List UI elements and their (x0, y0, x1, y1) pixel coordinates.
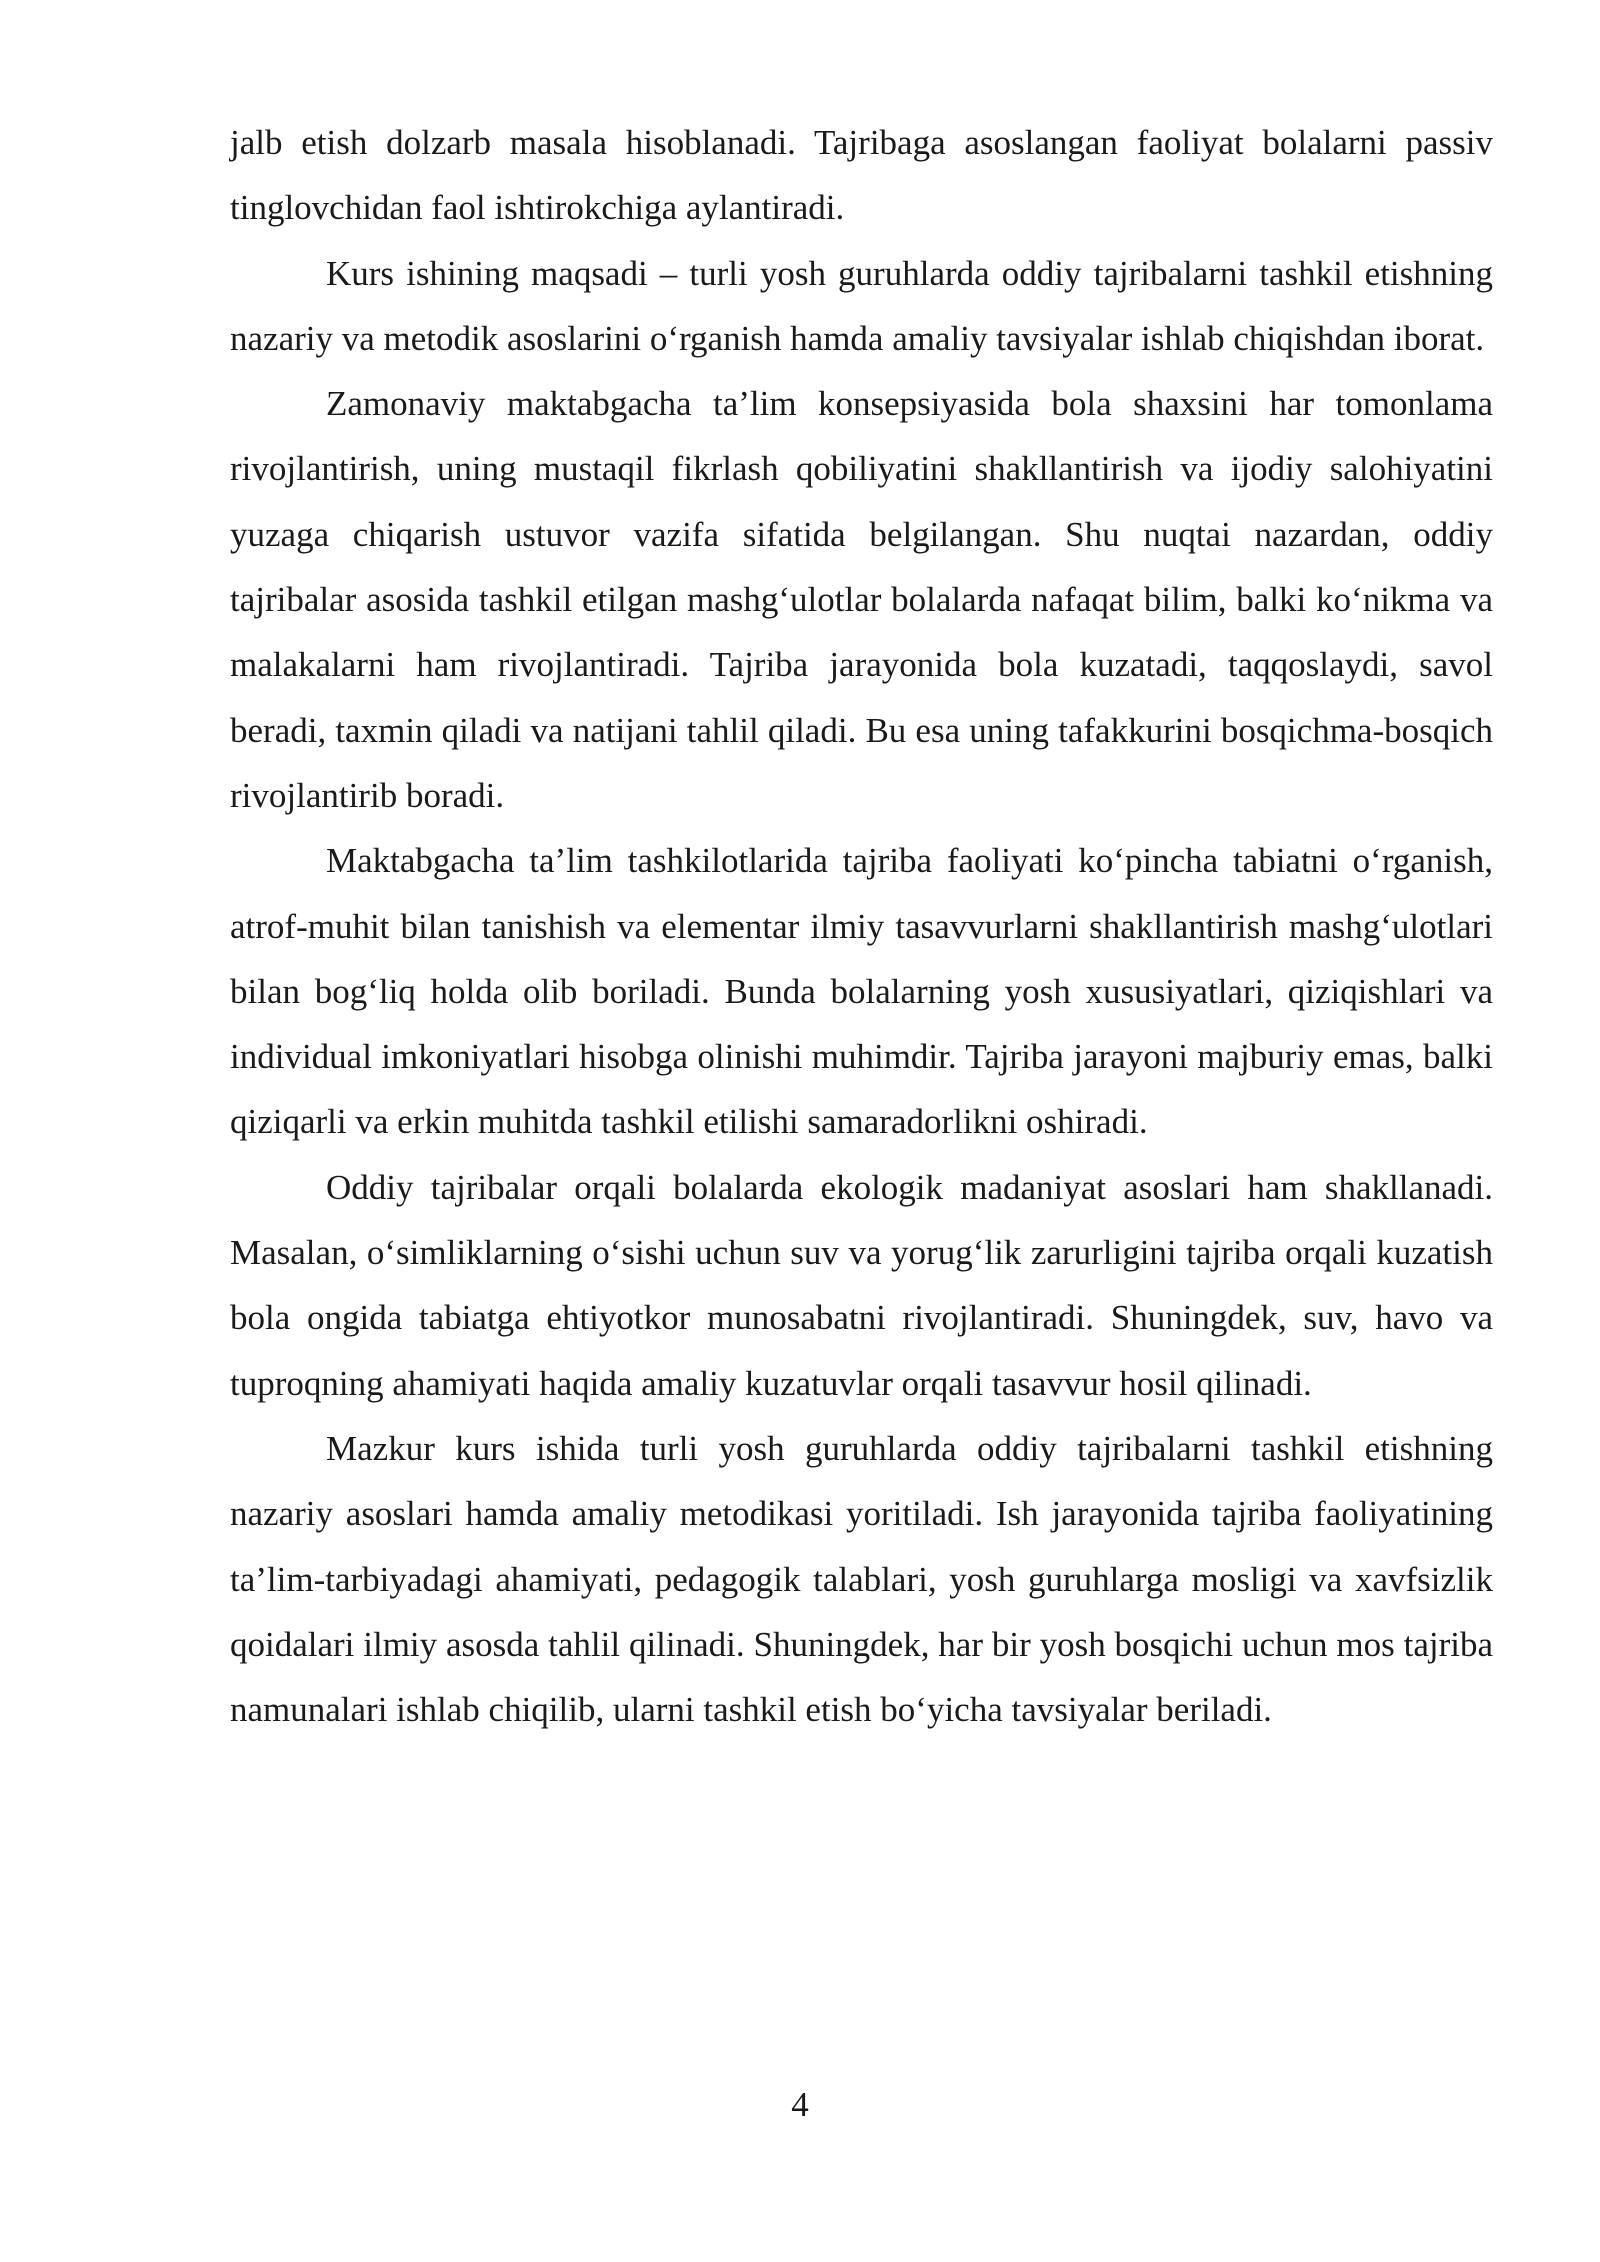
paragraph-modern-concept: Zamonaviy maktabgacha ta’lim konsepsiyasida bola shaxsini har tomonlama rivojlantirish, uning mustaqil fikrlash qobiliyatini shakllantirish va ijodiy salohiyatini yuzaga chiqarish ustuvor vazifa sifatida belgilangan. Shu nuqtai nazardan, oddiy tajribalar asosida tashkil etilgan mashg‘ulotlar bolalarda nafaqat bilim, balki ko‘nikma va malakalarni ham rivojlantiradi. Tajriba jarayonida bola kuzatadi, taqqoslaydi, savol beradi, taxmin qiladi va natijani tahlil qiladi. Bu esa uning tafakkurini bosqichma-bosqich rivojlantirib boradi. (230, 384, 1493, 815)
paragraph-course-overview: Mazkur kurs ishida turli yosh guruhlarda oddiy tajribalarni tashkil etishning nazariy asoslari hamda amaliy metodikasi yoritiladi. Ish jarayonida tajriba faoliyatining ta’lim-tarbiyadagi ahamiyati, pedagogik talablari, yosh guruhlarga mosligi va xavfsizlik qoidalari ilmiy asosda tahlil qilinadi. Shuningdek, har bir yosh bosqichi uchun mos tajriba namunalari ishlab chiqilib, ularni tashkil etish bo‘yicha tavsiyalar beriladi. (230, 1428, 1493, 1730)
paragraph-continuation: jalb etish dolzarb masala hisoblanadi. Tajribaga asoslangan faoliyat bolalarni passiv tinglovchidan faol ishtirokchiga aylantiradi. (230, 123, 1493, 228)
paragraph-preschool-organizations: Maktabgacha ta’lim tashkilotlarida tajriba faoliyati ko‘pincha tabiatni o‘rganish, atrof-muhit bilan tanishish va elementar ilmiy tasavvurlarni shakllantirish mashg‘ulotlari bilan bog‘liq holda olib boriladi. Bunda bolalarning yosh xususiyatlari, qiziqishlari va individual imkoniyatlari hisobga olinishi muhimdir. Tajriba jarayoni majburiy emas, balki qiziqarli va erkin muhitda tashkil etilishi samaradorlikni oshiradi. (230, 841, 1493, 1142)
page-number: 4 (791, 2085, 809, 2124)
body-text (230, 110, 1493, 1742)
paragraph-course-goal: Kurs ishining maqsadi – turli yosh guruhlarda oddiy tajribalarni tashkil etishning nazariy va metodik asoslarini o‘rganish hamda amaliy tavsiyalar ishlab chiqishdan iborat. (230, 253, 1493, 358)
paragraph-ecological-culture: Oddiy tajribalar orqali bolalarda ekologik madaniyat asoslari ham shakllanadi. Masalan, o‘simliklarning o‘sishi uchun suv va yorug‘lik zarurligini tajriba orqali kuzatish bola ongida tabiatga ehtiyotkor munosabatni rivojlantiradi. Shuningdek, suv, havo va tuproqning ahamiyati haqida amaliy kuzatuvlar orqali tasavvur hosil qilinadi. (230, 1167, 1493, 1403)
